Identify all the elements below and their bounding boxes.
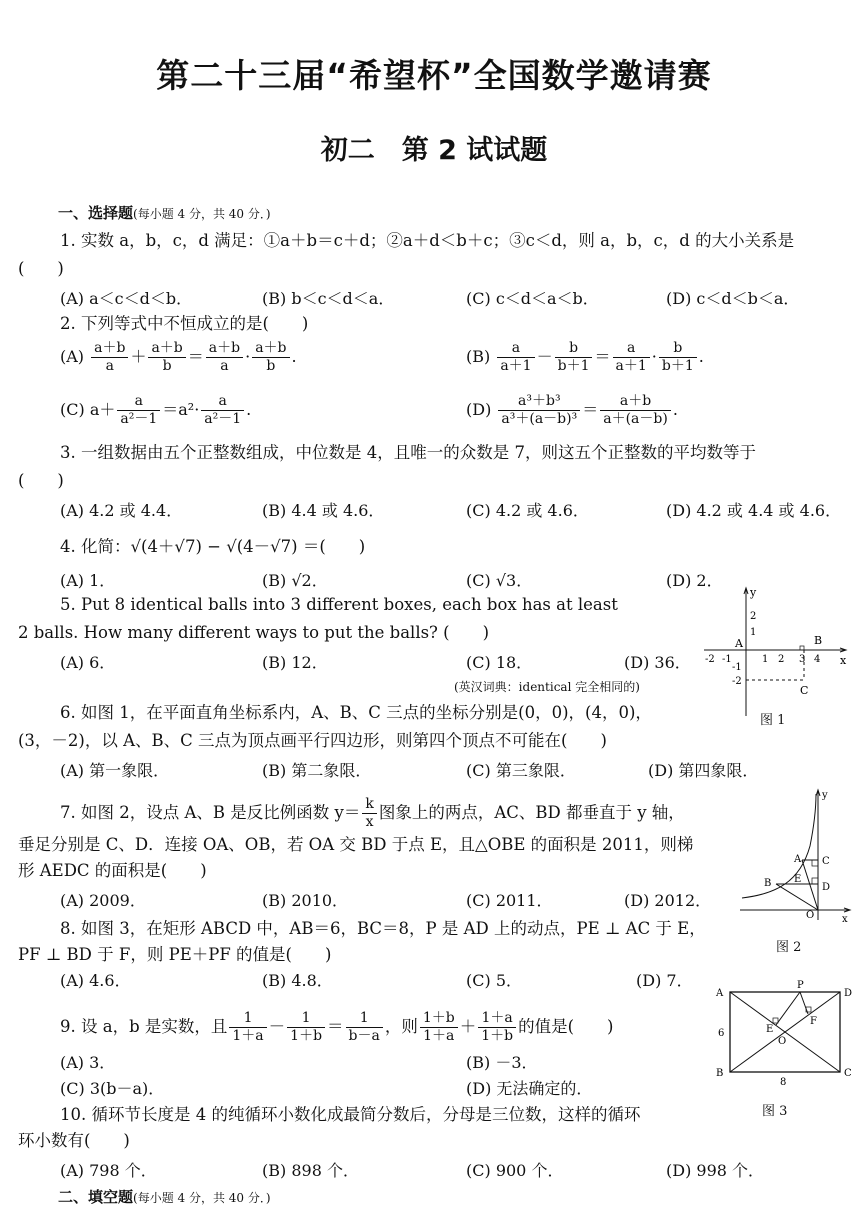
- q10-option-a: (A) 798 个．: [60, 1161, 157, 1180]
- q7-line2: 垂足分别是 C、D．连接 OA、OB，若 OA 交 BD 于点 E，且△OBE 的面积是 2011，则梯: [18, 835, 694, 854]
- q2-stem: 2. 下列等式中不恒成立的是( ): [60, 314, 309, 333]
- fig2-label-y: y: [822, 790, 828, 801]
- q10-option-b: (B) 898 个．: [262, 1161, 359, 1180]
- q4-stem: 4. 化简：√(4＋√7) − √(4－√7) ＝( ): [60, 537, 366, 556]
- q2-option-d: (D) $\frac{\text{a³＋b³}}{\text{a³＋(a－b)³}}$ ＝ $\frac{a+b}{a+(a-b)}$ .: [466, 393, 678, 427]
- q1-option-a: (A) a＜c＜d＜b．: [60, 289, 193, 308]
- q1-option-d: (D) c＜d＜b＜a．: [666, 289, 800, 308]
- q5-line1: 5. Put 8 identical balls into 3 different boxes, each box has at least: [60, 595, 618, 614]
- fig1-label-x: x: [840, 654, 847, 667]
- fig1-tick-x3: 3: [799, 654, 806, 665]
- section2-note: (每小题 4 分，共 40 分．): [133, 1191, 271, 1205]
- q2-option-a: (A) $\frac{a+b}{a}$ ＋ $\frac{a+b}{b}$ ＝ $\frac{a+b}{a}$ · $\frac{a+b}{b}$ .: [60, 340, 297, 374]
- q9-option-c: (C) 3(b－a)．: [60, 1079, 165, 1098]
- fig2-label-x: x: [842, 914, 848, 925]
- fig2-segment-ob: [776, 884, 818, 910]
- q4-option-c: (C) √3．: [466, 571, 533, 590]
- q7-option-a: (A) 2009．: [60, 891, 146, 910]
- page-title: 第二十三届“希望杯”全国数学邀请赛: [156, 56, 712, 95]
- fig3-label-b: B: [716, 1068, 724, 1079]
- q10-line1: 10. 循环节长度是 4 的纯循环小数化成最简分数后，分母是三位数，这样的循环: [60, 1105, 641, 1124]
- fig3-label-d: D: [844, 988, 853, 999]
- section1-note: (每小题 4 分，共 40 分．): [133, 207, 271, 221]
- q10-option-d: (D) 998 个．: [666, 1161, 765, 1180]
- fig3-label-c: C: [844, 1068, 852, 1079]
- q9-lead: 9. 设 a，b 是实数，且: [60, 1017, 228, 1036]
- q3-option-d: (D) 4.2 或 4.4 或 4.6．: [666, 501, 842, 520]
- figure-2: [736, 786, 854, 926]
- q6-option-d: (D) 第四象限．: [648, 761, 759, 780]
- q7-line1-tail: 图象上的两点，AC、BD 都垂直于 y 轴，: [378, 803, 685, 822]
- fig2-segment-oa: [802, 860, 818, 910]
- fig2-label-a: A: [794, 854, 802, 865]
- fig3-segment-pe: [776, 992, 800, 1025]
- fig2-right-angle-c: [812, 860, 818, 866]
- fig3-segment-pf: [800, 992, 808, 1014]
- q2-option-c: (C) a＋ $\frac{a}{\text{a²－1}}$ ＝a²· $\frac{a}{\text{a²－1}}$ .: [60, 393, 252, 427]
- q8-option-b: (B) 4.8．: [262, 971, 333, 990]
- fig2-curve: [742, 794, 816, 898]
- fig2-label-c: C: [822, 856, 830, 867]
- q3-option-c: (C) 4.2 或 4.6．: [466, 501, 589, 520]
- q4-option-a: (A) 1．: [60, 571, 116, 590]
- q6-option-a: (A) 第一象限．: [60, 761, 170, 780]
- q6-line1: 6. 如图 1，在平面直角坐标系内，A、B、C 三点的坐标分别是(0，0)，(4，0)，: [60, 703, 652, 722]
- fig2-label-o: O: [806, 910, 815, 921]
- figure-3: [712, 980, 858, 1088]
- q10-option-c: (C) 900 个．: [466, 1161, 564, 1180]
- q3-option-b: (B) 4.4 或 4.6．: [262, 501, 385, 520]
- q8-option-a: (A) 4.6．: [60, 971, 131, 990]
- q5-line2: 2 balls. How many different ways to put the balls? ( ): [18, 623, 490, 642]
- q1-option-b: (B) b＜c＜d＜a．: [262, 289, 395, 308]
- fig3-label-a: A: [716, 988, 724, 999]
- q9-option-b: (B) －3．: [466, 1053, 538, 1072]
- fig1-tick-xm1: -1: [722, 654, 732, 665]
- q3-option-a: (A) 4.2 或 4.4．: [60, 501, 183, 520]
- q9-stem: 9. 设 a，b 是实数，且 $\frac{1}{1+a}$ － $\frac{1}{1+b}$ ＝ $\frac{1}{b-a}$ ，则 $\frac{1+b}{1+a}$ ＋ $\frac{1+a}{1+b}$ 的值是( ): [60, 1010, 614, 1044]
- q1-paren: ( ): [18, 259, 64, 278]
- fig3-label-f: F: [810, 1016, 817, 1027]
- section2-heading-text: 二、填空题: [58, 1188, 134, 1206]
- section-heading-choice: [58, 202, 271, 223]
- fig3-label-8: 8: [780, 1077, 787, 1088]
- page-subtitle: 初二 第 2 试试题: [320, 135, 548, 166]
- q5-dictionary-note: (英汉词典：identical 完全相同的): [454, 680, 640, 694]
- fig1-tick-xm2: -2: [705, 654, 715, 665]
- q1-option-c: (C) c＜d＜a＜b．: [466, 289, 599, 308]
- q8-option-c: (C) 5．: [466, 971, 522, 990]
- fig3-right-angle-e: [773, 1018, 778, 1023]
- fig1-tick-ym1: -1: [732, 662, 742, 673]
- q7-line1-lead: 7. 如图 2，设点 A、B 是反比例函数 y＝: [60, 803, 361, 822]
- q8-line2: PF ⊥ BD 于 F，则 PE＋PF 的值是( ): [18, 945, 332, 964]
- fig1-tick-x1: 1: [762, 654, 769, 665]
- fig1-label-a: A: [735, 637, 743, 650]
- q7-frac-num: k: [362, 796, 376, 814]
- fig1-caption: 图 1: [760, 713, 786, 728]
- q6-line2: (3，－2)，以 A、B、C 三点为顶点画平行四边形，则第四个顶点不可能在( ): [18, 731, 607, 750]
- fig2-label-d: D: [822, 882, 831, 893]
- fig2-right-angle-d: [812, 878, 818, 884]
- q9-option-a: (A) 3．: [60, 1053, 116, 1072]
- fig1-tick-y1: 1: [750, 627, 757, 638]
- fig1-tick-x4: 4: [814, 654, 821, 665]
- fig3-label-e: E: [766, 1024, 774, 1035]
- q7-frac-den: x: [365, 814, 374, 830]
- fig2-caption: 图 2: [776, 940, 802, 955]
- fig2-label-b: B: [764, 878, 772, 889]
- section-heading-fill: [58, 1186, 271, 1207]
- fig1-right-angle: [800, 646, 804, 650]
- q6-option-c: (C) 第三象限．: [466, 761, 576, 780]
- q8-option-d: (D) 7．: [636, 971, 693, 990]
- q5-option-b: (B) 12．: [262, 653, 328, 672]
- q7-option-b: (B) 2010．: [262, 891, 349, 910]
- fig1-label-y: y: [750, 586, 757, 599]
- fig3-label-p: P: [797, 980, 804, 991]
- q2-option-b: (B) $\frac{a}{a+1}$ － $\frac{b}{b+1}$ ＝ $\frac{a}{a+1}$ · $\frac{b}{b+1}$ .: [466, 340, 704, 374]
- q4-option-d: (D) 2．: [666, 571, 723, 590]
- fig1-tick-y2: 2: [750, 611, 757, 622]
- q8-line1: 8. 如图 3，在矩形 ABCD 中，AB＝6，BC＝8，P 是 AD 上的动点，PE ⊥ AC 于 E，: [60, 919, 706, 938]
- fig1-label-b: B: [814, 634, 823, 647]
- q10-line2: 环小数有( ): [18, 1131, 130, 1150]
- fig1-label-c: C: [800, 684, 809, 697]
- q7-line1: [60, 796, 685, 831]
- fig1-tick-ym2: -2: [732, 676, 742, 687]
- q5-option-c: (C) 18．: [466, 653, 533, 672]
- q3-paren: ( ): [18, 471, 64, 490]
- q7-option-c: (C) 2011．: [466, 891, 553, 910]
- q5-option-a: (A) 6．: [60, 653, 116, 672]
- q7-option-d: (D) 2012．: [624, 891, 712, 910]
- fig2-label-e: E: [794, 874, 802, 885]
- q9-mid: ，则: [384, 1017, 418, 1036]
- q5-option-d: (D) 36．: [624, 653, 691, 672]
- q1-stem: 1. 实数 a，b，c，d 满足：①a＋b＝c＋d；②a＋d＜b＋c；③c＜d，则 a，b，c，d 的大小关系是: [60, 231, 795, 250]
- q6-option-b: (B) 第二象限．: [262, 761, 372, 780]
- section1-heading-text: 一、选择题: [58, 204, 134, 222]
- fig3-label-6: 6: [718, 1028, 725, 1039]
- figure-1: [700, 584, 850, 722]
- q9-option-d: (D) 无法确定的．: [466, 1079, 593, 1098]
- q9-tail: 的值是( ): [518, 1017, 614, 1036]
- q7-line3: 形 AEDC 的面积是( ): [18, 861, 207, 880]
- q3-stem: 3. 一组数据由五个正整数组成，中位数是 4，且唯一的众数是 7，则这五个正整数的平均数等于: [60, 443, 756, 462]
- fig1-tick-x2: 2: [778, 654, 785, 665]
- q4-option-b: (B) √2．: [262, 571, 328, 590]
- fig3-label-o: O: [778, 1036, 787, 1047]
- fig3-caption: 图 3: [762, 1104, 788, 1119]
